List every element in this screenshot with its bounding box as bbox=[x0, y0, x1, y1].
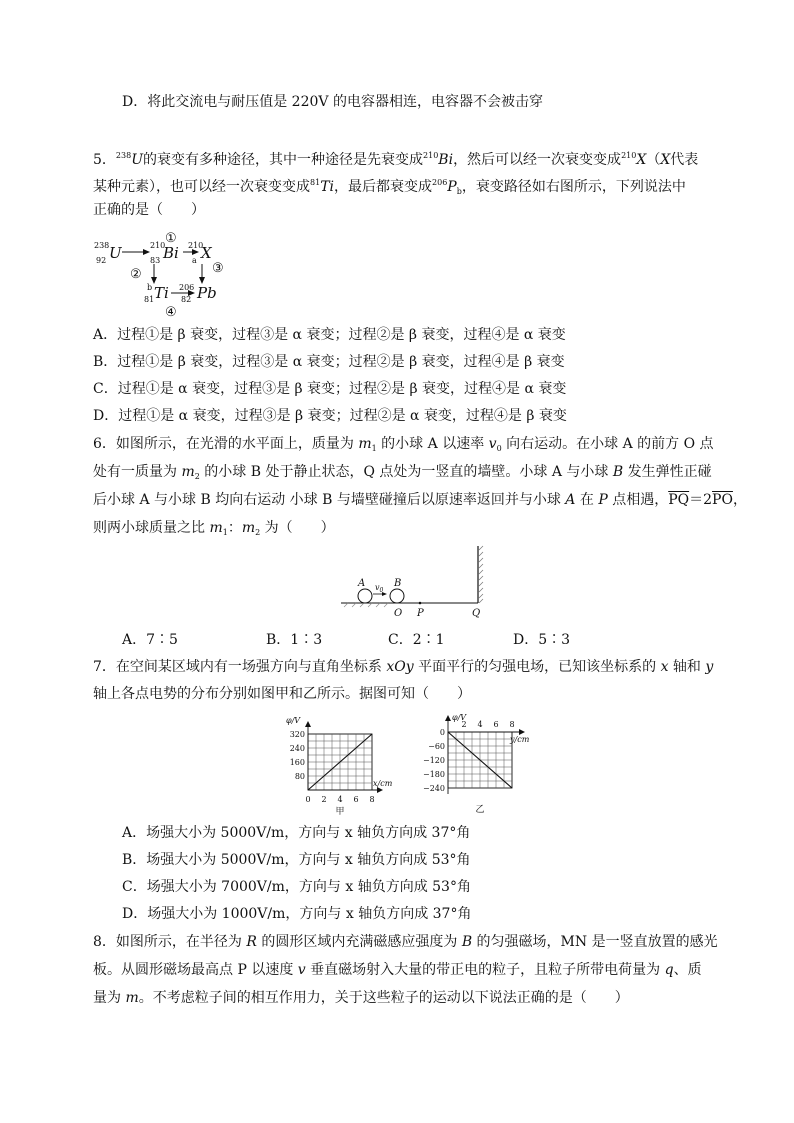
label-4: ④ bbox=[165, 305, 177, 320]
yi-y-tick: −120 bbox=[423, 756, 445, 765]
point-p-dot bbox=[419, 602, 422, 605]
svg-text:238: 238 bbox=[94, 241, 110, 250]
label-q: Q bbox=[472, 608, 481, 619]
pb-mass: 206 bbox=[432, 178, 448, 187]
pb-symbol: Pb bbox=[197, 284, 217, 302]
label-p: P bbox=[417, 608, 424, 619]
jia-x-tick: 0 bbox=[305, 795, 311, 804]
yi-x-label: y/cm bbox=[510, 735, 530, 744]
q7-option-b: B．场强大小为 5000V/m，方向与 x 轴负方向成 53°角 bbox=[122, 852, 471, 868]
q7-option-c: C．场强大小为 7000V/m，方向与 x 轴负方向成 53°角 bbox=[122, 879, 471, 895]
q4-option-d: D．将此交流电与耐压值是 220V 的电容器相连，电容器不会被击穿 bbox=[122, 94, 543, 110]
x-mass: 210 bbox=[621, 151, 637, 160]
u-symbol: U bbox=[109, 244, 122, 262]
q8-line-2: 板。从圆形磁场最高点 P 以速度 v 垂直磁场射入大量的带正电的粒子，且粒子所带电荷量为 q、质 bbox=[93, 962, 702, 978]
jia-x-tick: 6 bbox=[353, 795, 359, 804]
label-2: ② bbox=[130, 267, 142, 282]
q5-line-3: 正确的是（ ） bbox=[93, 202, 205, 218]
jia-y-tick: 160 bbox=[289, 758, 305, 767]
q6-option-c: C．2∶1 bbox=[388, 632, 445, 648]
q7-line-1: 7．在空间某区域内有一场强方向与直角坐标系 xOy 平面平行的匀强电场，已知该坐标系的 x 轴和 y bbox=[93, 659, 714, 675]
decay-path-diagram bbox=[92, 228, 252, 320]
ball-b bbox=[390, 589, 404, 603]
jia-x-tick: 2 bbox=[321, 795, 327, 804]
q5-option-c: C．过程①是 α 衰变，过程③是 β 衰变；过程②是 β 衰变，过程④是 α 衰变 bbox=[93, 381, 567, 397]
jia-title: 甲 bbox=[335, 807, 345, 817]
jia-y-tick: 240 bbox=[289, 744, 305, 753]
yi-x-tick: 2 bbox=[461, 720, 467, 729]
potential-chart-jia bbox=[272, 712, 393, 817]
q5-option-d: D．过程①是 α 衰变，过程③是 β 衰变；过程②是 α 衰变，过程④是 β 衰变 bbox=[93, 408, 567, 424]
q8-line-3: 量为 m。不考虑粒子间的相互作用力，关于这些粒子的运动以下说法正确的是（ ） bbox=[93, 990, 629, 1006]
q6-line-1: 6．如图所示，在光滑的水平面上，质量为 $m_1$ 的小球 A 以速率 $v_0$ 向右运动。在小球 A 的前方 O 点 bbox=[93, 436, 714, 453]
jia-x-label: x/cm bbox=[373, 779, 393, 788]
svg-text:v0: $v_0$ bbox=[375, 583, 384, 594]
yi-y-label: φ/V bbox=[452, 713, 467, 722]
svg-text:81: 81 bbox=[144, 295, 155, 304]
yi-y-tick: −180 bbox=[423, 770, 445, 779]
jia-y-tick: 80 bbox=[294, 772, 305, 781]
jia-y-tick: 320 bbox=[289, 730, 305, 739]
bi-mass: 210 bbox=[423, 151, 439, 160]
yi-x-tick: 8 bbox=[509, 720, 515, 729]
yi-y-tick: −240 bbox=[423, 784, 445, 793]
label-b: B bbox=[394, 578, 402, 589]
jia-x-tick: 4 bbox=[337, 795, 343, 804]
yi-y-tick: 0 bbox=[439, 728, 445, 737]
label-a: A bbox=[358, 578, 366, 589]
label-o: O bbox=[394, 608, 403, 619]
jia-x-tick: 8 bbox=[369, 795, 375, 804]
x-symbol: X bbox=[201, 244, 212, 262]
svg-text:210: 210 bbox=[150, 241, 166, 250]
collision-figure bbox=[338, 542, 498, 620]
ti-mass: 81 bbox=[310, 178, 321, 187]
q6-option-a: A．7∶5 bbox=[122, 632, 178, 648]
svg-text:206: 206 bbox=[179, 283, 195, 292]
q8-line-1: 8．如图所示，在半径为 R 的圆形区域内充满磁感应强度为 B 的匀强磁场，MN 是一竖直放置的感光 bbox=[93, 934, 718, 950]
yi-y-tick: −60 bbox=[428, 742, 445, 751]
u-mass: 238 bbox=[115, 151, 132, 160]
svg-text:82: 82 bbox=[181, 295, 192, 304]
q6-option-d: D．5∶3 bbox=[513, 632, 571, 648]
q6-line-4: 则两小球质量之比 $m_1$：$m_2$ 为（ ） bbox=[93, 520, 335, 537]
jia-y-label: φ/V bbox=[286, 716, 301, 725]
svg-text:83: 83 bbox=[150, 256, 161, 265]
q7-option-d: D．场强大小为 1000V/m，方向与 x 轴负方向成 37°角 bbox=[122, 906, 472, 922]
q6-option-b: B．1∶3 bbox=[266, 632, 323, 648]
svg-text:a: a bbox=[192, 256, 197, 265]
q5-option-a: A．过程①是 β 衰变，过程③是 α 衰变；过程②是 β 衰变，过程④是 α 衰变 bbox=[93, 327, 566, 343]
q5-option-b: B．过程①是 β 衰变，过程③是 α 衰变；过程②是 β 衰变，过程④是 β 衰变 bbox=[93, 354, 565, 370]
potential-chart-yi bbox=[412, 712, 542, 816]
label-3: ③ bbox=[212, 261, 224, 276]
q5-line-2: 某种元素），也可以经一次衰变变成$^{81}$Ti，最后都衰变成$^{206}P_b$，衰变路径如右图所示，下列说法中 bbox=[93, 178, 686, 196]
q7-option-a: A．场强大小为 5000V/m，方向与 x 轴负方向成 37°角 bbox=[122, 825, 471, 841]
q5-line-1: 5．$^{238}$U的衰变有多种途径，其中一种途径是先衰变成$^{210}$Bi，然后可以经一次衰变变成$^{210}$X（X代表 bbox=[93, 151, 699, 168]
q6-line-2: 处有一质量为 $m_2$ 的小球 B 处于静止状态，Q 点处为一竖直的墙壁。小球 A 与小球 B 发生弹性正碰 bbox=[93, 464, 712, 481]
bi-symbol: Bi bbox=[163, 244, 179, 262]
ball-a bbox=[358, 589, 372, 603]
q6-line-3: 后小球 A 与小球 B 均向右运动 小球 B 与墙壁碰撞后以原速率返回并与小球 A 在 P 点相遇，$\overline{PQ}=2\overline{PO}$， bbox=[93, 492, 747, 508]
q7-line-2: 轴上各点电势的分布分别如图甲和乙所示。据图可知（ ） bbox=[93, 686, 471, 702]
label-1: ① bbox=[165, 231, 177, 246]
yi-title: 乙 bbox=[475, 805, 485, 815]
yi-x-tick: 4 bbox=[477, 720, 483, 729]
svg-text:92: 92 bbox=[96, 256, 107, 265]
yi-x-tick: 6 bbox=[493, 720, 499, 729]
svg-text:210: 210 bbox=[188, 241, 204, 250]
ti-symbol: Ti bbox=[154, 284, 169, 302]
svg-text:b: b bbox=[147, 283, 153, 292]
